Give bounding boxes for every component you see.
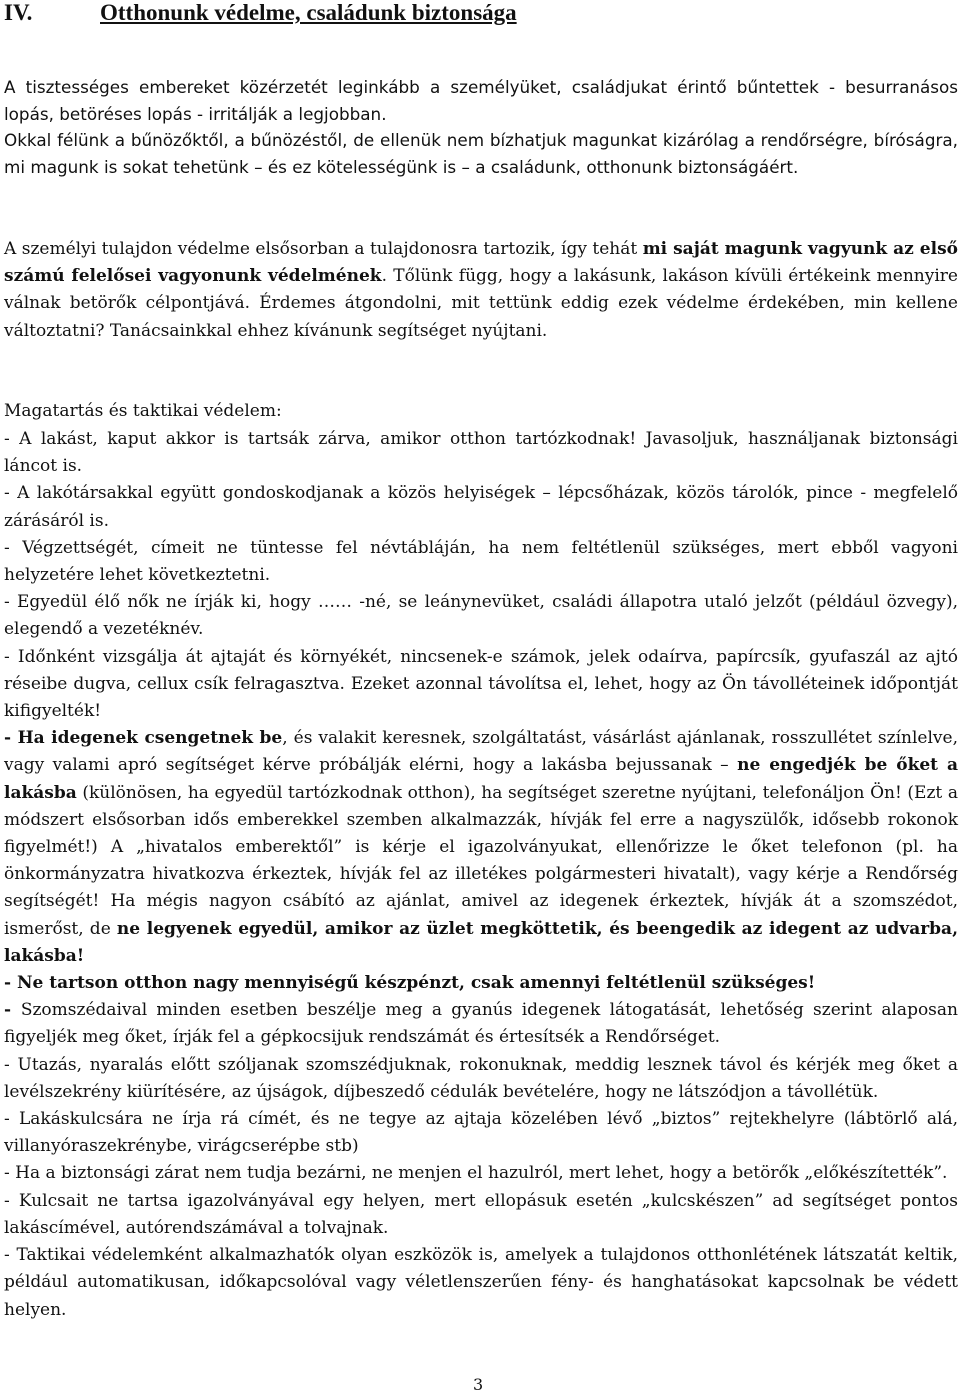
tips-list — [4, 426, 958, 1324]
chapter-title: Otthonunk védelme, családunk biztonsága — [100, 0, 517, 25]
tip-item-strangers: - Ha idegenek csengetnek be, és valakit keresnek, szolgáltatást, vásárlást ajánlanak, rosszullétet színlelve, vagy valami apró segítséget kérve próbálják elérni, hogy a lakásba bejussanak – ne engedjék be őket a lakásba (különösen, ha egyedül tartózkodnak otthon), ha segítséget szeretne nyújtani, telefonáljon Ön! (Ezt a módszert elsősorban idős emberekkel szemben alkalmazzák, hívják fel erre a nagyszülők, idősebb rokonok figyelmét!) A „hivatalos emberektől” is kérje el igazolványukat, ellenőrizze le őket telefonon (pl. ha önkormányzatra hivatkozva érkeztek, hívják fel az illetékes polgármesteri hivatalt), vagy kérje a Rendőrség segítségét! Ha mégis nagyon csábító az ajánlat, amivel az idegenek érkeztek, hívják át a szomszédot, ismerőst, de ne legyenek egyedül, amikor az üzlet megköttetik, és beengedik az idegent az udvarba, lakásba! — [4, 728, 958, 966]
intro-paragraph-1: A tisztességes embereket közérzetét leginkább a személyüket, családjukat érintő bűntettek - besurranásos lopás, betöréses lopás - irritálják a legjobban. — [4, 77, 958, 124]
chapter-heading — [4, 0, 517, 26]
tip-item: - Lakáskulcsára ne írja rá címét, és ne tegye az ajtaja közelében lévő „biztos” rejtekhelyre (lábtörlő alá, villanyóraszekrénybe, virágcserépbe stb) — [4, 1109, 958, 1157]
intro-block — [4, 74, 958, 180]
ownership-emphasis: mi saját magunk vagyunk az első számú felelősei vagyonunk védelmének — [4, 239, 958, 287]
tip-strangers-emphasis-2: ne engedjék be őket a lakásba — [4, 755, 958, 803]
ownership-rest: . Tőlünk függ, hogy a lakásunk, lakáson kívüli értékeink mennyire válnak betörők célpontjává. Érdemes átgondolni, mit tettünk eddig ezek védelme érdekében, min kellene változtatni? Tanácsainkkal ehhez kívánunk segítséget nyújtani. — [4, 266, 958, 341]
tip-item: - Ha a biztonsági zárat nem tudja bezárni, ne menjen el hazulról, mert lehet, hogy a betörők „előkészítették”. — [4, 1163, 948, 1184]
ownership-paragraph — [4, 236, 958, 345]
tip-item: - Végzettségét, címeit ne tüntesse fel névtábláján, ha nem feltétlenül szükséges, mert ebből vagyoni helyzetére lehet következtetni. — [4, 537, 958, 586]
tip-strangers-emphasis-3: ne legyenek egyedül, amikor az üzlet megköttetik, és beengedik az idegent az udvarba, lakásba! — [4, 918, 958, 966]
tip-item: - A lakótársakkal együtt gondoskodjanak a közös helyiségek – lépcsőházak, közös tárolók, pince - megfelelő zárásáról is. — [4, 483, 958, 531]
page-number: 3 — [473, 1375, 484, 1394]
section-title: Magatartás és taktikai védelem: — [4, 401, 282, 421]
tip-item: - Időnként vizsgálja át ajtaját és környékét, nincsenek-e számok, jelek odaírva, papírcsík, gyufaszál az ajtó réseibe dugva, cellux csík felragasztva. Ezeket azonnal távolítsa el, lehet, hogy az Ön távolléteinek időpontját kifigyelték! — [4, 646, 958, 722]
ownership-lead: A személyi tulajdon védelme elsősorban a tulajdonosra tartozik, így tehát — [4, 239, 643, 259]
tip-item-cash: - Ne tartson otthon nagy mennyiségű készpénzt, csak amennyi feltétlenül szükséges! — [4, 973, 816, 994]
tip-item: - Taktikai védelemként alkalmazhatók olyan eszközök is, amelyek a tulajdonos otthonlétének látszatát keltik, például automatikusan, időkapcsolóval vagy véletlenszerűen fény- és hanghatásokat kapcsolnak be védett helyen. — [4, 1245, 958, 1320]
intro-paragraph-2: Okkal félünk a bűnözőktől, a bűnözéstől, de ellenük nem bízhatjuk magunkat kizárólag a rendőrségre, bíróságra, mi magunk is sokat tehetünk – és ez kötelességünk is – a családunk, otthonunk biztonságáért. — [4, 130, 958, 177]
tip-item: - Kulcsait ne tartsa igazolványával egy helyen, mert ellopásuk esetén „kulcskészen” ad segítséget pontos lakáscímével, autórendszámával a tolvajnak. — [4, 1190, 958, 1238]
tip-item: - Utazás, nyaralás előtt szóljanak szomszédjuknak, rokonuknak, meddig lesznek távol és kérjék meg őket a levélszekrény kiürítésére, az újságok, díjbeszedő cédulák bevételére, hogy ne látszódjon a távollétük. — [4, 1054, 958, 1102]
tip-strangers-emphasis: Ha idegenek csengetnek be — [17, 728, 283, 749]
tip-item: - Szomszédaival minden esetben beszélje meg a gyanús idegenek látogatását, lehetőség szerint alaposan figyeljék meg őket, írják fel a gépkocsijuk rendszámát és értesítsék a Rendőrséget. — [4, 1000, 958, 1048]
tip-item: - A lakást, kaput akkor is tartsák zárva, amikor otthon tartózkodnak! Javasoljuk, használjanak biztonsági láncot is. — [4, 429, 958, 477]
chapter-number: IV. — [4, 0, 33, 25]
tip-item: - Egyedül élő nők ne írják ki, hogy …… -né, se leánynevüket, családi állapotra utaló jelzőt (például özvegy), elegendő a vezetéknév. — [4, 592, 958, 640]
